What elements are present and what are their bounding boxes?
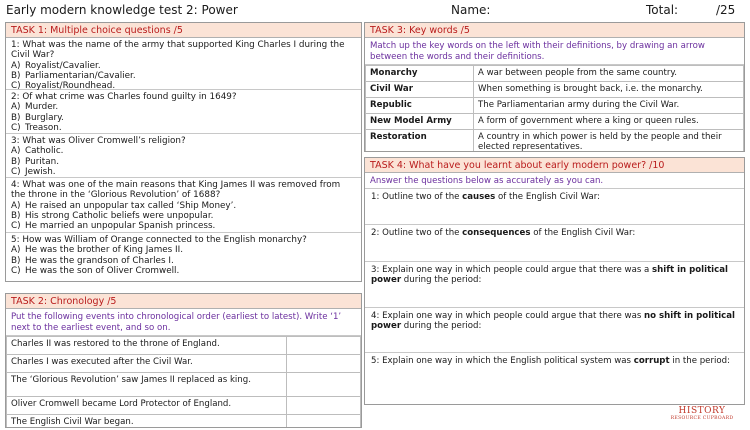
task4-question-5[interactable]: 5: Explain one way in which the English political system was corrupt in the period: [371, 356, 730, 366]
question-3 [6, 134, 361, 178]
key-word-definition[interactable]: When something is brought back, i.e. the monarchy. [474, 82, 744, 98]
chronology-event: Charles II was restored to the throne of England. [7, 337, 287, 355]
question-5 [6, 233, 361, 281]
key-word-row [366, 130, 744, 153]
task4-box [364, 157, 745, 405]
question-4-text: 4: What was one of the main reasons that King James II was removed from the throne in the ‘Glorious Revolution’ of 1688? [11, 180, 341, 201]
task4-instructions: Answer the questions below as accurately as you can. [365, 173, 744, 189]
task1-box [5, 22, 362, 282]
key-words-table [365, 65, 744, 152]
key-word[interactable]: Monarchy [366, 66, 474, 82]
chronology-event: Charles I was executed after the Civil War. [7, 355, 287, 373]
task3-heading: TASK 3: Key words /5 [365, 23, 744, 38]
chronology-table [6, 336, 361, 428]
worksheet-header [6, 3, 746, 19]
key-word-definition[interactable]: A country in which power is held by the people and their elected representatives. [474, 130, 744, 153]
chronology-row [7, 337, 361, 355]
key-word-definition[interactable]: The Parliamentarian army during the Civil War. [474, 98, 744, 114]
key-word-definition[interactable]: A form of government where a king or queen rules. [474, 114, 744, 130]
chronology-row [7, 355, 361, 373]
key-word-row [366, 98, 744, 114]
total-out-of: /25 [716, 3, 736, 17]
task4-heading: TASK 4: What have you learnt about early modern power? /10 [365, 158, 744, 173]
chronology-answer-box[interactable] [287, 415, 361, 429]
key-word[interactable]: New Model Army [366, 114, 474, 130]
task4-question-1[interactable]: 1: Outline two of the causes of the English Civil War: [365, 189, 744, 225]
total-label: Total: [646, 3, 679, 17]
question-2-text: 2: Of what crime was Charles found guilty in 1649? [11, 92, 237, 102]
question-4-option-c[interactable]: C) He married an unpopular Spanish princess. [11, 221, 216, 232]
logo-line-1: HISTORY [678, 406, 726, 416]
task1-questions [6, 38, 361, 281]
chronology-event: Oliver Cromwell became Lord Protector of England. [7, 397, 287, 415]
question-2-option-b[interactable]: B) Burglary. [11, 112, 64, 123]
question-5-text: 5: How was William of Orange connected to the English monarchy? [11, 235, 307, 245]
question-1-text: 1: What was the name of the army that supported King Charles I during the Civil War? [11, 40, 345, 61]
task3-box [364, 22, 745, 152]
question-4-option-a[interactable]: A) He raised an unpopular tax called ‘Ship Money’. [11, 200, 237, 211]
question-5-option-c[interactable]: C) He was the son of Oliver Cromwell. [11, 265, 180, 276]
name-label: Name: [451, 3, 491, 17]
worksheet-title: Early modern knowledge test 2: Power [6, 3, 238, 17]
key-word-definition[interactable]: A war between people from the same country. [474, 66, 744, 82]
question-3-option-b[interactable]: B) Puritan. [11, 156, 59, 167]
task4-question-2[interactable]: 2: Outline two of the consequences of the English Civil War: [365, 225, 744, 262]
task4-question-4[interactable]: 4: Explain one way in which people could argue that there was no shift in political power during the period: [365, 308, 744, 353]
chronology-row [7, 373, 361, 397]
key-word-row [366, 66, 744, 82]
question-1-option-a[interactable]: A) Royalist/Cavalier. [11, 60, 101, 71]
chronology-event: The ‘Glorious Revolution’ saw James II replaced as king. [7, 373, 287, 397]
history-resource-cupboard-logo [662, 406, 742, 422]
chronology-event: The English Civil War began. [7, 415, 287, 429]
question-1-option-b[interactable]: B) Parliamentarian/Cavalier. [11, 70, 136, 81]
key-word-row [366, 82, 744, 98]
question-1 [6, 38, 361, 90]
question-4 [6, 178, 361, 233]
key-word[interactable]: Restoration [366, 130, 474, 153]
question-5-option-a[interactable]: A) He was the brother of King James II. [11, 245, 184, 256]
question-3-text: 3: What was Oliver Cromwell’s religion? [11, 136, 186, 146]
question-2-option-c[interactable]: C) Treason. [11, 122, 62, 133]
logo-line-2: RESOURCE CUPBOARD [670, 416, 734, 421]
key-word-row [366, 114, 744, 130]
task2-box [5, 293, 362, 428]
task1-heading: TASK 1: Multiple choice questions /5 [6, 23, 361, 38]
question-3-option-c[interactable]: C) Jewish. [11, 166, 56, 177]
chronology-row [7, 415, 361, 429]
task3-instructions: Match up the key words on the left with their definitions, by drawing an arrow between the words and their definitions. [365, 38, 744, 65]
task4-question-3[interactable]: 3: Explain one way in which people could argue that there was a shift in political power during the period: [365, 262, 744, 308]
question-4-option-b[interactable]: B) His strong Catholic beliefs were unpopular. [11, 210, 214, 221]
key-word[interactable]: Civil War [366, 82, 474, 98]
chronology-answer-box[interactable] [287, 355, 361, 373]
key-word[interactable]: Republic [366, 98, 474, 114]
task2-heading: TASK 2: Chronology /5 [6, 294, 361, 309]
question-3-option-a[interactable]: A) Catholic. [11, 146, 64, 157]
question-1-option-c[interactable]: C) Royalist/Roundhead. [11, 81, 116, 92]
chronology-answer-box[interactable] [287, 397, 361, 415]
task2-instructions: Put the following events into chronological order (earliest to latest). Write ‘1’ next to the earliest event, and so on. [6, 309, 361, 336]
chronology-row [7, 397, 361, 415]
chronology-answer-box[interactable] [287, 373, 361, 397]
question-2-option-a[interactable]: A) Murder. [11, 102, 59, 113]
chronology-answer-box[interactable] [287, 337, 361, 355]
question-5-option-b[interactable]: B) He was the grandson of Charles I. [11, 255, 174, 266]
question-2 [6, 90, 361, 134]
